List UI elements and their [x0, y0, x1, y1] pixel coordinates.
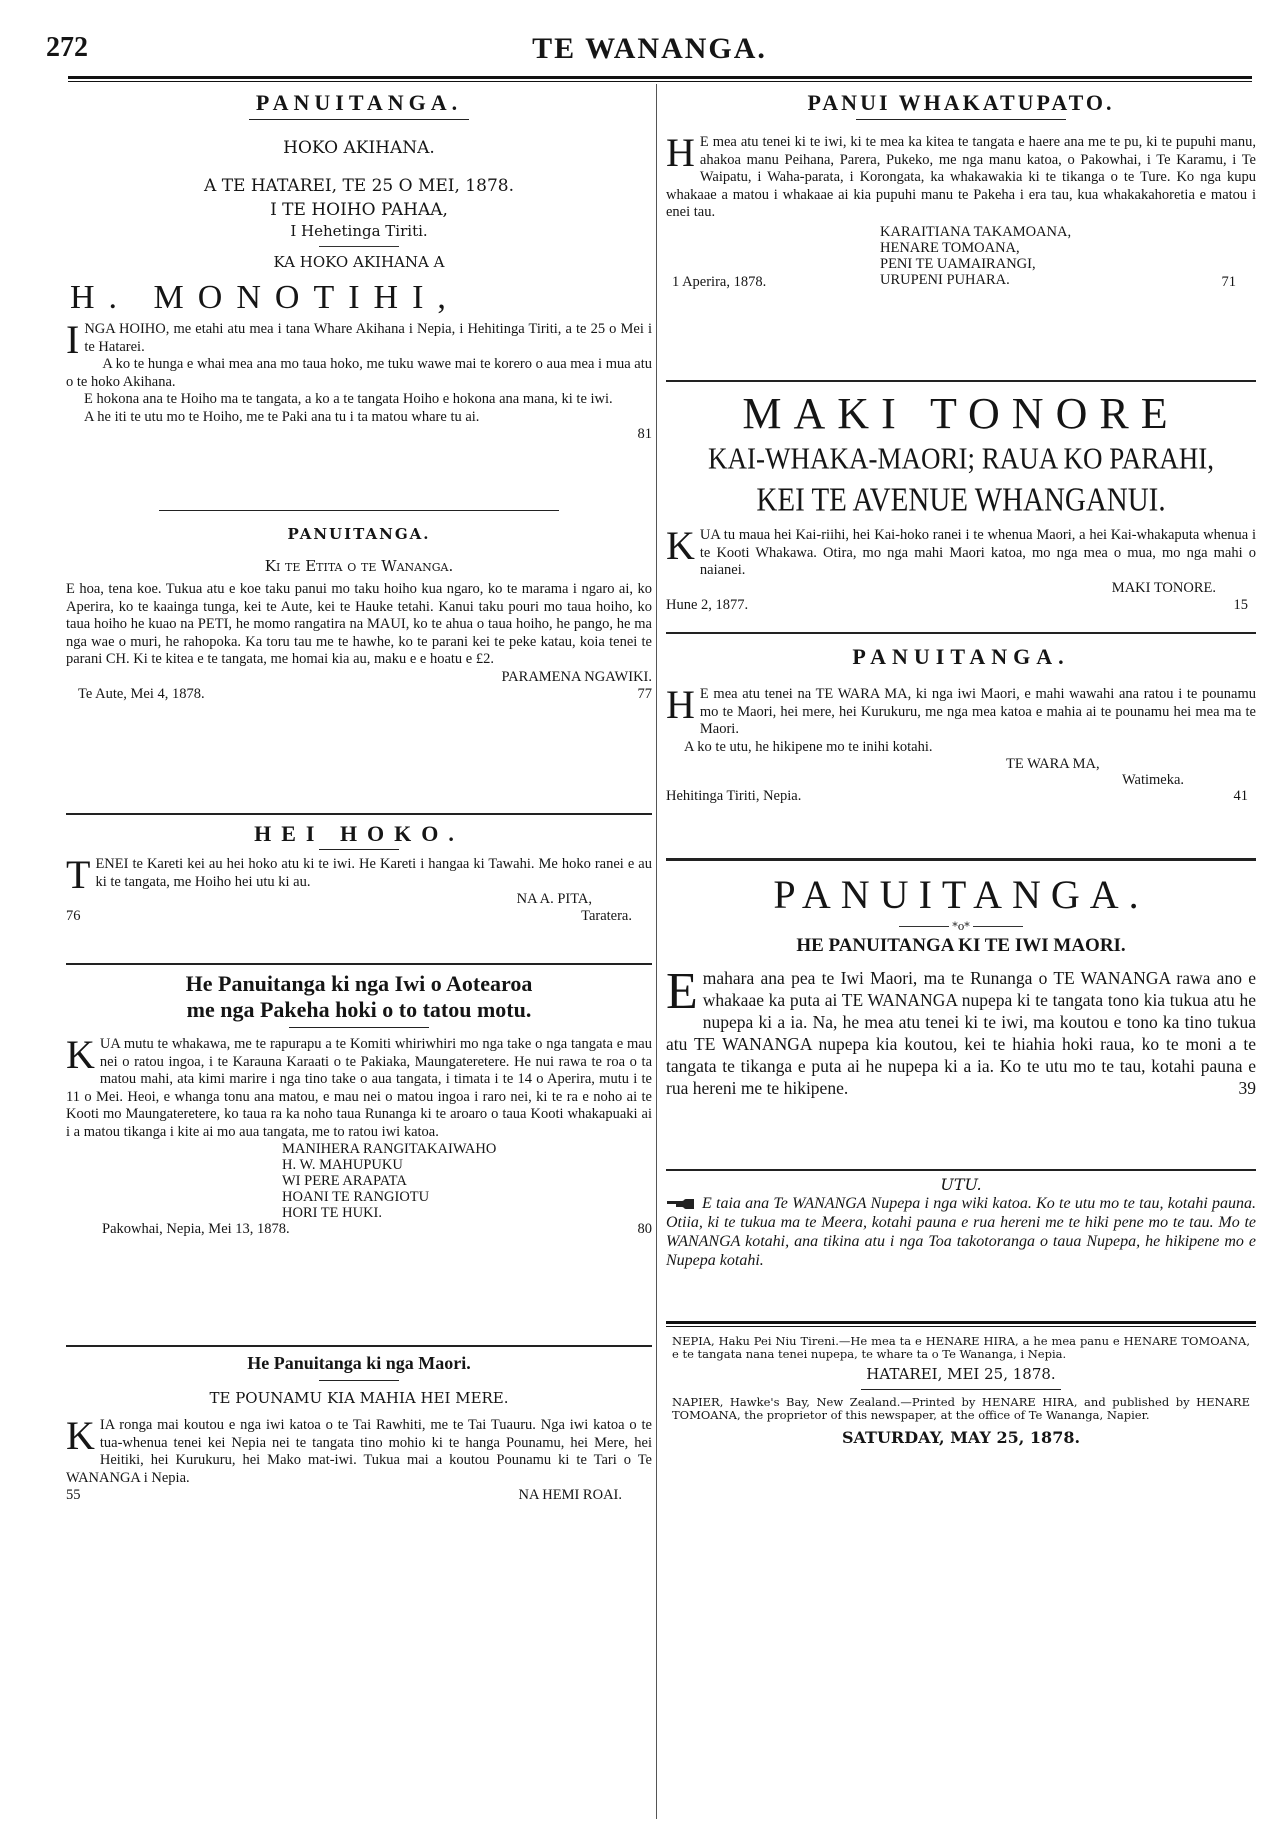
auction-date: A TE HATAREI, TE 25 O MEI, 1878.: [204, 176, 514, 196]
wara-body-2: A ko te utu, he hikipene mo te inihi kotahi.: [684, 738, 933, 755]
letter-heading: PANUITANGA.: [287, 525, 431, 543]
left-column: [66, 84, 652, 1504]
letter-to-line: Ki te Etita o te Wananga.: [264, 557, 454, 575]
sale-notice: [66, 821, 652, 963]
ad-number: 71: [1221, 273, 1236, 290]
auction-footer: [66, 426, 652, 443]
imprint-english: NAPIER, Hawke's Bay, New Zealand.—Printed by HENARE HIRA, and published by HENARE TOMOANA, the proprietor of this newspaper, at the office of Te Wananga, Napier.: [672, 1395, 1250, 1422]
komiti-body: [66, 1032, 652, 1141]
komiti-notice: [66, 971, 652, 1345]
wara-heading: PANUITANGA.: [852, 644, 1070, 669]
drop-cap: E: [666, 963, 698, 1020]
komiti-name: H. W. MAHUPUKU: [282, 1157, 403, 1173]
imprint-english-date: SATURDAY, MAY 25, 1878.: [841, 1428, 1081, 1447]
section-rule: [159, 510, 559, 511]
section-rule: [66, 1345, 652, 1347]
komiti-heading-rule: [289, 1027, 429, 1028]
drop-cap: I: [66, 317, 80, 362]
pounamu-subheading: TE POUNAMU KIA MAHIA HEI MERE.: [209, 1389, 509, 1407]
ad-number: 55: [66, 1487, 81, 1503]
sale-body: [66, 852, 652, 897]
ornament: [666, 920, 1256, 933]
warning-name: PENI TE UAMAIRANGI,: [880, 255, 1036, 272]
price-heading: UTU.: [940, 1175, 982, 1194]
price-notice: [666, 1175, 1256, 1313]
auction-body: [66, 317, 652, 426]
drop-cap: K: [66, 1413, 95, 1458]
maki-signature-row: [666, 580, 1256, 597]
wara-signature: TE WARA MA,: [1006, 756, 1100, 772]
maki-sub-2: KEI TE AVENUE WHANGANUI.: [756, 481, 1166, 519]
wara-place: Hehitinga Tiriti, Nepia.: [666, 788, 802, 804]
paper-title: TE WANANGA.: [532, 32, 767, 65]
komiti-name: HOANI TE RANGIOTU: [282, 1189, 430, 1205]
komiti-heading-1: He Panuitanga ki nga Iwi o Aotearoa: [185, 971, 533, 996]
maki-sub-1: KAI-WHAKA-MAORI; RAUA KO PARAHI,: [708, 440, 1214, 476]
drop-cap: K: [66, 1032, 95, 1077]
auction-heading: PANUITANGA.: [255, 90, 463, 115]
warning-body: [666, 130, 1256, 222]
imprint-rule: [666, 1321, 1256, 1327]
section-rule: [666, 380, 1256, 382]
letter-body: E hoa, tena koe. Tukua atu e koe taku panui mo taku hoiho kua ngaro, ko te marama i ngaro ai, ko Aperira, ko te kaainga tunga, kei te Aute, kei te Hauke tetahi. Kanui taku pouri mo taua hoiho, ko taua hoiho he kuao na PETI, he momo rangatira na MAUI, ko te ahua o taua hoiho, he pango, he ma nga wae o muri, he rahopoka. Ka toru tau me te hawhe, ko te parani kei te peke katau, koia tenei te parani CH. Ki te kitea e te tangata, me homai kia au, maku e e hoatu e £2.: [66, 581, 652, 667]
sale-signature-row: [95, 891, 652, 908]
ad-number: 41: [1233, 788, 1248, 804]
warning-name: HENARE TOMOANA,: [880, 239, 1020, 256]
auction-street: I Hehetinga Tiriti.: [290, 222, 428, 240]
wara-body: [666, 682, 1256, 756]
komiti-footer: [66, 1221, 652, 1238]
column-divider: [656, 84, 657, 1819]
warning-name: KARAITIANA TAKAMOANA,: [880, 223, 1072, 240]
warning-heading-rule: [856, 119, 1066, 120]
wananga-body-text: mahara ana pea te Iwi Maori, ma te Runanga o TE WANANGA rawa ano e whakaae ka puta ai TE WANANGA nupepa ki te tangata tono kia tukua atu he nupepa ki a ia. Na, he mea atu tenei ki te iwi, ma koutou e tono ka tino tukua atu TE WANANGA nupepa kia koutou, kei te hiahia hoki raua, ko te moni a te tangata te tikanga e puta ai he nupepa ki a ia. Ko te utu mo te tau, kotahi pauna e rua hereni me te hikipene.: [666, 968, 1256, 1098]
auction-divider: [319, 246, 399, 247]
drop-cap: H: [666, 682, 695, 727]
pounamu-heading: He Panuitanga ki nga Maori.: [247, 1353, 471, 1373]
komiti-place-date: Pakowhai, Nepia, Mei 13, 1878.: [102, 1221, 290, 1237]
page-number: 272: [46, 32, 88, 63]
drop-cap: K: [666, 523, 695, 568]
ad-number: 15: [1233, 596, 1248, 613]
wananga-body: [666, 963, 1256, 1099]
sale-footer: [66, 908, 652, 925]
wananga-heading: PANUITANGA.: [773, 872, 1149, 917]
letter-signature: PARAMENA NGAWIKI.: [501, 668, 652, 685]
pounamu-footer: [66, 1487, 652, 1504]
maki-date: Hune 2, 1877.: [666, 596, 749, 613]
auctioneer-name: H. MONOTIHI,: [70, 279, 460, 316]
maki-notice: [666, 388, 1256, 632]
section-rule: [66, 963, 652, 965]
sale-signature: NA A. PITA,: [516, 891, 592, 907]
section-rule: [666, 632, 1256, 634]
letter-signature-row: [66, 669, 652, 686]
ad-number: 77: [637, 685, 652, 702]
imprint-maori: NEPIA, Haku Pei Niu Tireni.—He mea ta e HENARE HIRA, a he mea panu e HENARE TOMOANA, e te tangata nana tenei nupepa, te whare ta o Te Wananga, i Nepia.: [672, 1334, 1250, 1361]
pointing-hand-icon: [666, 1197, 696, 1211]
auction-body-4: A he iti te utu mo te Hoiho, me te Paki ana tu i ta matou whare tu ai.: [84, 408, 480, 425]
komiti-names: [282, 1141, 652, 1221]
right-column: [666, 84, 1256, 1447]
komiti-heading-2: me nga Pakeha hoki o to tatou motu.: [186, 997, 532, 1022]
imprint-divider: [861, 1389, 1061, 1390]
section-rule: [66, 813, 652, 815]
auction-body-2: A ko te hunga e whai mea ana mo taua hoko, me tuku wawe mai te korero o aua mea i mua atu o te hoko Akihana.: [66, 356, 652, 390]
header-rule: [68, 76, 1252, 79]
header-rule-thin: [68, 81, 1252, 82]
ornament-glyph: *o*: [952, 920, 970, 933]
drop-cap: H: [666, 130, 695, 175]
pounamu-body-text: IA ronga mai koutou e nga iwi katoa o te Tai Rawhiti, me te Tai Tuauru. Nga iwi katoa o te tua-whenua tenei kei Nepia nei te tangata tino mohio ki te hanga Pounamu, hei Mere, hei Heitiki, hei Kurukuru, hei Mako mat-iwi. Tukua mai a koutou Pounamu ki te Tari o Te WANANGA i Nepia.: [66, 1417, 652, 1486]
warning-date: 1 Aperira, 1878.: [672, 273, 767, 290]
ad-number: 76: [66, 908, 81, 924]
letter-place-date: Te Aute, Mei 4, 1878.: [78, 685, 205, 702]
pounamu-body: [66, 1413, 652, 1487]
warning-body-text: E mea atu tenei ki te iwi, ki te mea ka kitea te tangata e haere ana me te pu, ki te pupuhi manu, ahakoa manu Peihana, Parera, Pukeko, me nga manu katoa, o Pakowhai, i Te Karamu, i Te Waipatu, i Waha-parata, i Korongata, ka whakawakia ki te tikanga o te Ture. Ko nga kupu whakaae a matou i whakaae ai kia pupuhi manu te Pakeha i era tau, kua whakakahoretia e matou i enei tau.: [666, 134, 1256, 220]
auction-by-line: KA HOKO AKIHANA A: [273, 253, 445, 271]
warning-heading: PANUI WHAKATUPATO.: [807, 90, 1115, 115]
pounamu-heading-rule: [319, 1380, 399, 1381]
section-rule: [666, 858, 1256, 861]
pounamu-signature: NA HEMI ROAI.: [518, 1487, 622, 1503]
komiti-body-text: UA mutu te whakawa, me te rapurapu a te Komiti whiriwhiri mo nga take o nga tangata e mau nei o ratou ingoa, i te Karauna Karaati o te Pakiaka, Maungateretere. He nui rawa te roa o ta matou mahi, ata kimi marire i nga tino take o aua tangata, i timata i te 14 o Aperira, mutu i te 11 o Mei. Heoi, e whanga tonu ana matou, e mau nei o matou ingoa i raro nei, ki te ra e noho ai te Kooti mo Maungateretere, ko taua ra ka noho taua Runanga ki te aroaro o taua Kooti whakapuaki ai i a matou tikanga i kite ai mo aua tangata, me to ratou iwi katoa.: [66, 1036, 652, 1140]
section-rule: [666, 1169, 1256, 1171]
sale-heading: HEI HOKO.: [254, 821, 464, 846]
wara-notice: [666, 644, 1256, 858]
sale-heading-rule: [319, 849, 399, 850]
drop-cap: T: [66, 852, 91, 897]
warning-name: URUPENI PUHARA.: [880, 271, 1010, 288]
page-header: [42, 28, 1257, 68]
imprint-maori-date: HATAREI, MEI 25, 1878.: [866, 1365, 1056, 1383]
ad-number: 80: [637, 1221, 652, 1237]
komiti-name: HORI TE HUKI.: [282, 1205, 383, 1221]
auction-notice: [66, 90, 652, 510]
auction-body-1: NGA HOIHO, me etahi atu mea i tana Whare Akihana i Nepia, i Hehitinga Tiriti, a te 25 o Mei i te Hatarei.: [84, 321, 652, 355]
sale-body-text: ENEI te Kareti kei au hei hoko atu ki te iwi. He Kareti i hangaa ki Tawahi. Me hoko ranei e au ki te tangata, me Hoiho hei utu ki au.: [95, 856, 652, 890]
letter-notice: [66, 525, 652, 813]
imprint: [666, 1335, 1256, 1447]
auction-body-3: E hokona ana te Hoiho ma te tangata, a ko a te tangata Hoiho e hokona ana mana, ki te iwi.: [84, 391, 613, 407]
wara-body-text: E mea atu tenei na TE WARA MA, ki nga iwi Maori, e mahi wawahi ana ratou i te pounamu mo te Maori, hei mere, hei Kurukuru, me nga mea katoa e mahia ai te pounamu hei mea ma te Maori.: [699, 686, 1256, 737]
maki-signature: MAKI TONORE.: [1111, 579, 1216, 596]
maki-footer: [666, 597, 1256, 614]
auction-subheading: HOKO AKIHANA.: [283, 138, 435, 158]
price-body-text: E taia ana Te WANANGA Nupepa i nga wiki katoa. Ko te utu mo te tau, kotahi pauna. Otiia, ki te tukua ma te Meera, kotahi pauna e rua hereni me te hiki pene mo te tau. Mo te WANANGA kotahi, ana tikina atu i nga Toa takotoranga o taua Nupepa, he hikipene mo e Nupepa kotahi.: [666, 1195, 1256, 1269]
letter-footer: [66, 686, 652, 703]
maki-body-text: UA tu maua hei Kai-riihi, hei Kai-hoko ranei i te whenua Maori, a hei Kai-whakaputa whenua i te Kooti Whakawa. Otira, mo nga mahi Maori katoa, mo nga mea o mua, mo nga mahi o naianei.: [699, 527, 1256, 578]
wara-footer: [666, 788, 1256, 805]
komiti-name: MANIHERA RANGITAKAIWAHO: [282, 1141, 497, 1157]
wananga-subheading: HE PANUITANGA KI TE IWI MAORI.: [796, 935, 1126, 956]
sale-place: Taratera.: [581, 908, 632, 924]
ad-number: 81: [637, 426, 652, 442]
komiti-name: WI PERE ARAPATA: [282, 1173, 407, 1189]
pounamu-notice: [66, 1353, 652, 1504]
ad-number: 39: [1238, 1078, 1256, 1098]
wananga-notice: [666, 871, 1256, 1169]
auction-heading-rule: [249, 119, 469, 120]
maki-body: [666, 523, 1256, 580]
wara-title: Watimeka.: [1122, 772, 1185, 788]
warning-notice: [666, 90, 1256, 380]
price-body: [666, 1194, 1256, 1270]
auction-place: I TE HOIHO PAHAA,: [270, 200, 448, 220]
maki-heading: MAKI TONORE: [742, 389, 1180, 438]
